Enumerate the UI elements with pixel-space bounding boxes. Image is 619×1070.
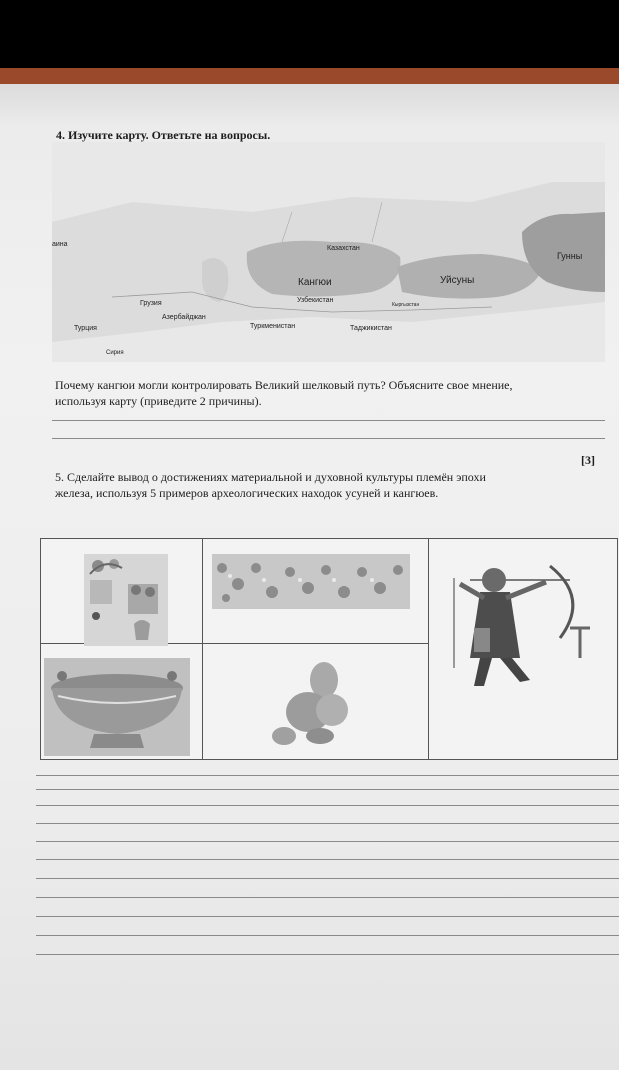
question-5-line-2: железа, используя 5 примеров археологических находок усуней и кангюев.: [55, 486, 439, 500]
top-black-bar: [0, 0, 619, 68]
cauldron-photo: [44, 658, 190, 756]
map-label-turkmenistan: Туркменистан: [250, 323, 296, 330]
answer-line[interactable]: [36, 789, 619, 790]
map-label-kangyui: Кангюи: [298, 277, 332, 288]
answer-line[interactable]: [52, 438, 605, 439]
map-label-azerbaijan: Азербайджан: [162, 314, 206, 321]
answer-line[interactable]: [36, 805, 619, 806]
question-5-line-1: 5. Сделайте вывод о достижениях материальной и духовной культуры племён эпохи: [55, 470, 486, 484]
map-label-gunny: Гунны: [557, 251, 583, 261]
map-label-tajikistan: Таджикистан: [350, 325, 392, 332]
answer-line[interactable]: [36, 935, 619, 936]
ceramic-jugs-photo: [266, 658, 356, 748]
answer-line[interactable]: [36, 775, 619, 776]
question-4-title: 4. Изучите карту. Ответьте на вопросы.: [56, 128, 271, 142]
map-label-uzbekistan: Узбекистан: [297, 297, 334, 304]
map-image: [52, 142, 605, 362]
map-label-aina: аина: [52, 241, 68, 248]
answer-line[interactable]: [36, 859, 619, 860]
answer-line[interactable]: [36, 897, 619, 898]
answer-line[interactable]: [36, 878, 619, 879]
worksheet-page: [0, 68, 619, 1070]
answer-line[interactable]: [36, 841, 619, 842]
score-badge: [3]: [581, 453, 595, 467]
map-label-gruzia: Грузия: [140, 300, 162, 307]
question-4-prompt-line-1: Почему кангюи могли контролировать Великий шелковый путь? Объясните свое мнение,: [55, 378, 513, 392]
answer-line[interactable]: [36, 916, 619, 917]
figurines-photo: [84, 554, 168, 646]
map-label-syria: Сирия: [106, 350, 124, 356]
map-label-kyrgyzstan: Кыргызстан: [392, 302, 420, 308]
map-label-usuny: Уйсуны: [440, 275, 475, 286]
map-label-turkey: Турция: [74, 325, 97, 332]
answer-line[interactable]: [52, 420, 605, 421]
kangyui-territory: [247, 241, 401, 297]
answer-line[interactable]: [36, 823, 619, 824]
map-svg: [52, 142, 605, 362]
archer-drawing: [450, 558, 600, 692]
ornament-strip-photo: [212, 554, 410, 609]
grid-divider: [202, 538, 203, 760]
grid-divider: [428, 538, 429, 760]
answer-line[interactable]: [36, 954, 619, 955]
question-4-prompt-line-2: используя карту (приведите 2 причины).: [55, 394, 262, 408]
map-label-kazakhstan: Казахстан: [327, 245, 360, 252]
